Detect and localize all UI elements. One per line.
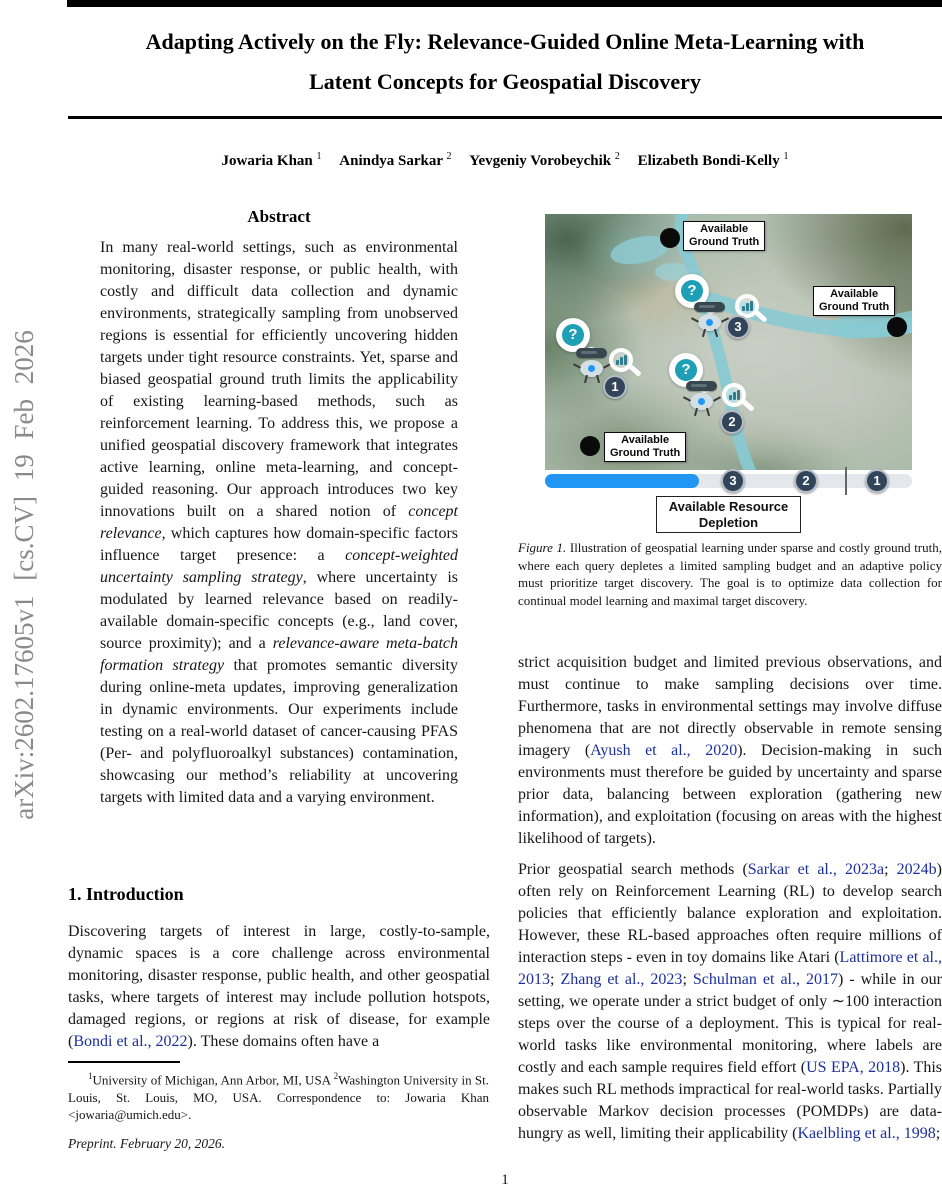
ground-truth-dot-bottom xyxy=(580,436,600,456)
citation-link[interactable]: Zhang et al., 2023 xyxy=(560,971,683,988)
ground-truth-label-right: Available Ground Truth xyxy=(813,286,895,316)
text-segment: Figure 1. xyxy=(518,540,567,555)
abstract-body xyxy=(100,237,458,809)
text-segment: ; xyxy=(550,971,561,988)
text-segment: , which captures how domain-specific factors influence target presence: a xyxy=(100,525,458,564)
text-segment: concept relevance xyxy=(100,503,458,542)
author-1-affiliation: 1 xyxy=(316,151,322,162)
title-rule xyxy=(68,116,942,119)
text-segment: relevance-aware meta-batch formation strategy xyxy=(100,635,459,674)
citation-link[interactable]: Kaelbling et al., 1998 xyxy=(797,1125,936,1142)
text-segment: University of Michigan, Ann Arbor, MI, USA xyxy=(92,1072,334,1088)
title-line-1: Adapting Actively on the Fly: Relevance-Guided Online Meta-Learning with xyxy=(145,29,865,54)
preprint-date-line: Preprint. February 20, 2026. xyxy=(68,1136,225,1151)
page-number: 1 xyxy=(501,1172,509,1188)
citation-link[interactable]: Bondi et al., 2022 xyxy=(73,1033,188,1050)
text-segment: Discovering targets of interest in large, costly-to-sample, dynamic spaces is a core challenge across environmental monitoring, disaster response, public health, and other geospatial tasks, where targets of interest may include pollution hotspots, damaged regions, or regions at risk of disease, for example ( xyxy=(68,923,490,1050)
map-marker-1: 1 xyxy=(603,375,627,399)
affiliation-footnote xyxy=(68,1068,489,1124)
author-2-affiliation: 2 xyxy=(446,151,452,162)
question-mark-icon: ? xyxy=(562,324,584,346)
text-segment: ; xyxy=(935,1125,941,1142)
introduction-paragraph xyxy=(68,921,490,1053)
citation-link[interactable]: Ayush et al., 2020 xyxy=(590,742,738,759)
text-segment: strict acquisition budget and limited previous observations, and must continue to make sampling decisions over time. Furthermore, tasks in environmental settings may involve diffuse phenomena that are not directly observable in remote sensing imagery ( xyxy=(518,654,942,759)
map-marker-2: 2 xyxy=(720,410,744,434)
text-segment: ; xyxy=(884,861,897,878)
abstract-heading: Abstract xyxy=(247,207,311,226)
citation-link[interactable]: Sarkar et al., 2023a xyxy=(747,861,885,878)
ground-truth-label-bottom: Available Ground Truth xyxy=(604,432,686,462)
text-segment: ) often rely on Reinforcement Learning (RL) to develop search policies that efficiently balance exploration and exploitation. However, these RL-based approaches often require millions of interaction steps - even in toy domains like Atari ( xyxy=(518,861,942,966)
author-line xyxy=(68,151,942,170)
text-segment: ; xyxy=(682,971,693,988)
figure1-caption xyxy=(518,539,942,609)
citation-link[interactable]: Schulman et al., 2017 xyxy=(692,971,838,988)
map-marker-3: 3 xyxy=(726,315,750,339)
text-segment: ). These domains often have a xyxy=(187,1033,380,1050)
paragraph-2 xyxy=(518,859,942,1145)
robot-icon xyxy=(692,302,728,336)
robot-icon xyxy=(684,381,720,415)
text-segment: ). Decision-making in such environments must therefore be guided by uncertainty and sparse prior data, balancing between exploration (gathering new information), and exploitation (focusing on areas with the highest likelihood of targets). xyxy=(518,742,942,847)
question-mark-icon: ? xyxy=(675,359,697,381)
author-3-affiliation: 2 xyxy=(614,151,620,162)
right-column-body xyxy=(518,652,942,1154)
arxiv-watermark: arXiv:2602.17605v1 [cs.CV] 19 Feb 2026 xyxy=(9,330,39,820)
ground-truth-dot-right xyxy=(887,317,907,337)
citation-link[interactable]: Lattimore et al., 2013 xyxy=(518,949,942,988)
author-2: Anindya Sarkar $^2$ xyxy=(339,151,452,169)
author-3: Yevgeniy Vorobeychik $^2$ xyxy=(469,151,620,169)
text-segment: Washington University in St. Louis, St. Louis, MO, USA. Correspondence to: Jowaria Khan <jowaria@umich.edu>. xyxy=(68,1072,489,1123)
progress-marker-2: 2 xyxy=(794,469,818,493)
text-segment: concept-weighted uncertainty sampling strategy xyxy=(100,547,458,586)
resource-depletion-label: Available Resource Depletion xyxy=(656,496,801,533)
text-segment: , where uncertainty is modulated by learned relevance based on readily-available domain-specific concepts (e.g., land cover, source proximity); and a xyxy=(100,569,458,652)
text-segment: that promotes semantic diversity during online-meta updates, improving generalization in dynamic environments. Our experiments include testing on a real-world dataset of cancer-causing PFAS (Per- and polyfluoroalkyl substances) contamination, showcasing our method’s reliability at uncovering targets with limited data and a varying environment. xyxy=(100,657,458,806)
citation-link[interactable]: 2024b xyxy=(896,861,937,878)
text-segment: 2 xyxy=(333,1071,339,1081)
ground-truth-dot-top xyxy=(660,228,680,248)
text-segment: ). This makes such RL methods impractical for real-world tasks. Partially observable Markov decision processes (POMDPs) are data-hungry as well, limiting their applicability ( xyxy=(518,1059,942,1142)
question-mark-icon: ? xyxy=(681,280,703,302)
progress-fill xyxy=(545,474,699,488)
author-4: Elizabeth Bondi-Kelly $^1$ xyxy=(637,151,789,169)
paragraph-1 xyxy=(518,652,942,850)
text-segment: In many real-world settings, such as environmental monitoring, disaster response, or public health, with costly and difficult data collection and dynamic environments, strategically sampling from unobserved regions is essential for efficiently uncovering hidden targets under tight resource constraints. Yet, sparse and biased geospatial ground truth limits the applicability of existing learning-based methods, such as reinforcement learning. To address this, we propose a unified geospatial discovery framework that integrates active learning, online meta-learning, and concept-guided reasoning. Our approach introduces two key innovations built on a shared notion of xyxy=(100,239,458,520)
text-segment: Illustration of geospatial learning under sparse and costly ground truth, where each query depletes a limited sampling budget and an adaptive policy must prioritize target discovery. The goal is to optimize data collection for continual model learning and maximal target discovery. xyxy=(518,540,942,608)
footnote-rule xyxy=(68,1061,180,1063)
title-line-2: Latent Concepts for Geospatial Discovery xyxy=(309,69,701,94)
figure1-satellite-map xyxy=(545,214,912,470)
text-segment: Prior geospatial search methods ( xyxy=(518,861,748,878)
citation-link[interactable]: US EPA, 2018 xyxy=(806,1059,901,1076)
ground-truth-label-top: Available Ground Truth xyxy=(683,221,765,251)
paper-title xyxy=(68,22,942,102)
progress-tick xyxy=(845,467,847,495)
progress-marker-3: 3 xyxy=(721,469,745,493)
section-heading-introduction: 1. Introduction xyxy=(68,884,184,904)
author-1: Jowaria Khan $^1$ xyxy=(221,151,322,169)
text-segment: 1 xyxy=(88,1071,93,1081)
text-segment: ) - while in our setting, we operate under a strict budget of only ∼100 interaction steps over the course of a deployment. This is typical for real-world tasks like environmental monitoring, where labels are costly and each sample requires field effort ( xyxy=(518,971,942,1076)
resource-depletion-bar xyxy=(545,474,912,489)
robot-icon xyxy=(574,348,610,382)
author-4-affiliation: 1 xyxy=(783,151,789,162)
progress-marker-1: 1 xyxy=(865,469,889,493)
top-rule xyxy=(67,0,942,7)
